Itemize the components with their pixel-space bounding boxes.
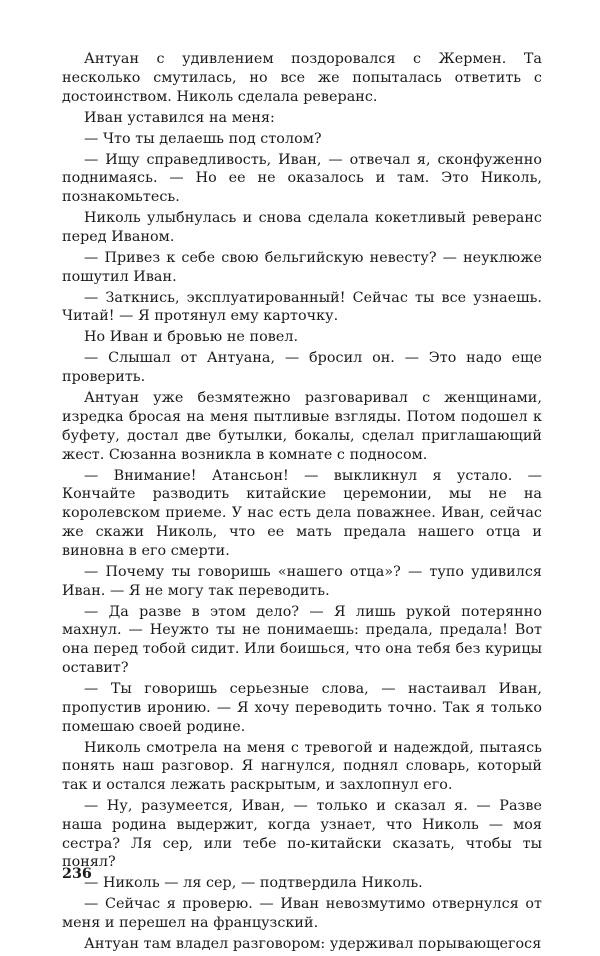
paragraph: — Заткнись, эксплуатированный! Сейчас ты все узнаешь. Читай! — Я протянул ему карточку.: [62, 289, 542, 325]
paragraph: Антуан уже безмятежно разговаривал с женщинами, изредка бросая на меня пытливые взгляды. Потом подошел к буфету, достал две бутылки, бокалы, сделал приглашающий жест. Сюзанна возникла в комнате с подносом.: [62, 390, 542, 463]
paragraph: — Ну, разумеется, Иван, — только и сказал я. — Разве наша родина выдержит, когда узнает, что Николь — моя сестра? Ля сер, или тебе по-китайски сказать, чтобы ты понял?: [62, 798, 542, 871]
paragraph: — Да разве в этом дело? — Я лишь рукой потерянно махнул. — Неужто ты не понимаешь: предала, предала! Вот она перед тобой сидит. Или боишься, что она тебя без курицы оставит?: [62, 603, 542, 676]
paragraph: — Что ты делаешь под столом?: [84, 130, 322, 147]
paragraph: — Сейчас я проверю. — Иван невозмутимо отвернулся от меня и перешел на французский.: [62, 896, 542, 932]
paragraph: Николь улыбнулась и снова сделала кокетливый реверанс перед Иваном.: [62, 210, 542, 245]
page-number: 236: [62, 866, 92, 882]
paragraph: Антуан с удивлением поздоровался с Жермен. Та несколько смутилась, но все же попыталась ответить с достоинством. Николь сделала реверанс.: [62, 51, 542, 105]
paragraph: — Николь — ля сер, — подтвердила Николь.: [84, 875, 423, 892]
page-body: [62, 50, 542, 956]
paragraph: Иван уставился на меня:: [84, 109, 275, 126]
paragraph: Николь смотрела на меня с тревогой и надеждой, пытаясь понять наш разговор. Я нагнулся, поднял словарь, который так и остался лежать раскрытым, и захлопнул его.: [62, 739, 542, 794]
paragraph: Антуан там владел разговором: удерживал порывающегося: [84, 936, 542, 953]
paragraph: Но Иван и бровью не повел.: [84, 329, 299, 346]
paragraph: — Привез к себе свою бельгийскую невесту? — неуклюже пошутил Иван.: [62, 249, 542, 285]
paragraph: — Слышал от Антуана, — бросил он. — Это надо еще проверить.: [62, 350, 542, 386]
paragraph: — Внимание! Атансьон! — выкликнул я устало. — Кончайте разводить китайские церемонии, мы не на королевском приеме. У нас есть дела поважнее. Иван, сейчас же скажи Николь, что ее мать предала нашего отца и виновна в его смерти.: [62, 467, 542, 559]
paragraph: — Почему ты говоришь «нашего отца»? — тупо удивился Иван. — Я не могу так переводить.: [62, 563, 542, 599]
paragraph: — Ты говоришь серьезные слова, — настаивал Иван, пропустив иронию. — Я хочу переводить точно. Так я только помешаю своей родине.: [62, 680, 542, 735]
paragraph: — Ищу справедливость, Иван, — отвечал я, сконфуженно поднимаясь. — Но ее не оказалось и там. Это Николь, познакомьтесь.: [62, 151, 542, 206]
